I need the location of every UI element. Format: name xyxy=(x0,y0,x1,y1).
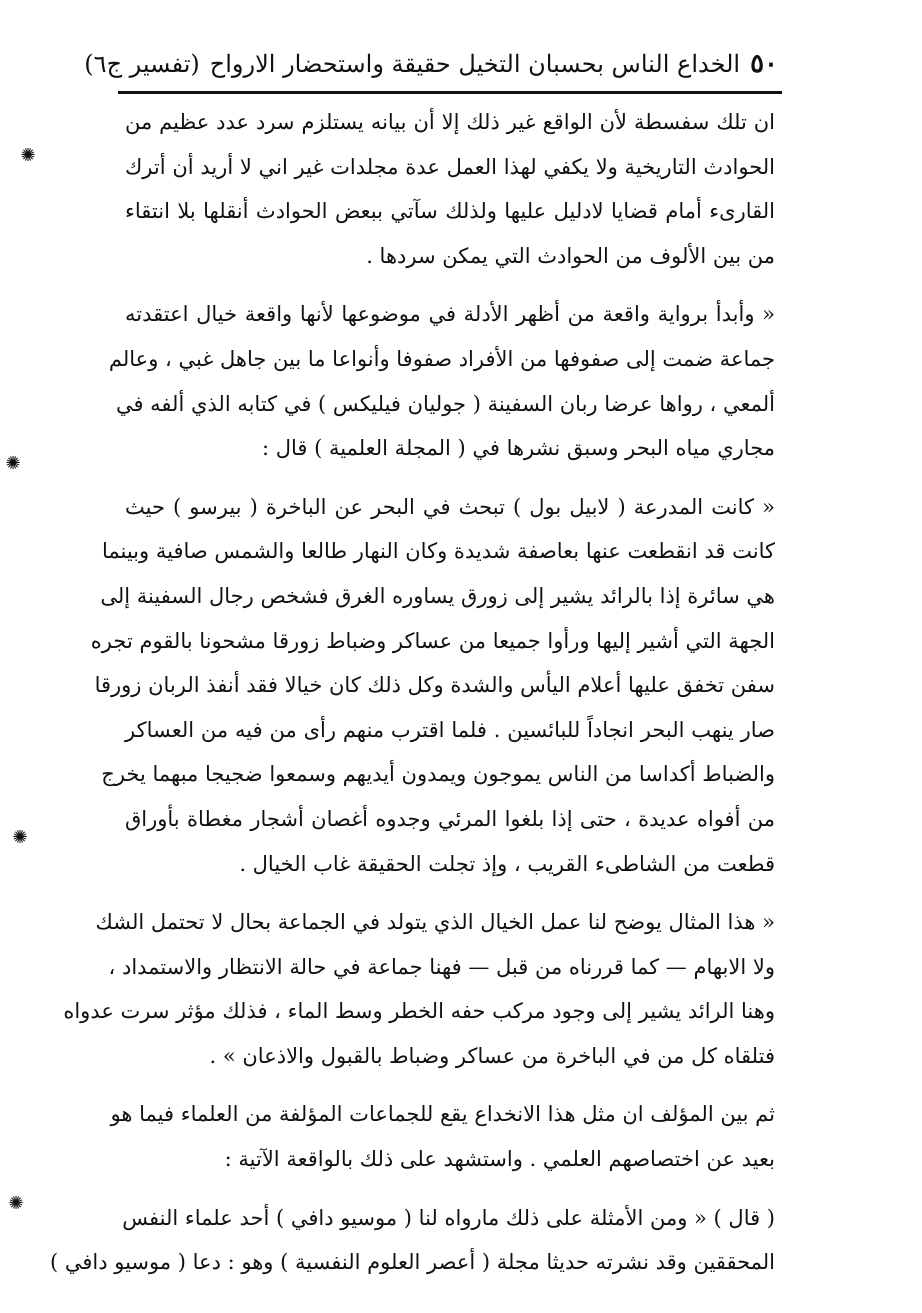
running-title: الخداع الناس بحسبان التخيل حقيقة واستحضار الارواح xyxy=(209,50,741,78)
text-line: بعيد عن اختصاصهم العلمي . واستشهد على ذلك بالواقعة الآتية : xyxy=(224,1147,775,1172)
text-line: ولا الابهام — كما قررناه من قبل — فهنا جماعة في حالة الانتظار والاستمداد ، xyxy=(108,954,775,979)
text-line: « كانت المدرعة ( لابيل بول ) تبحث في البحر عن الباخرة ( بيرسو ) حيث xyxy=(125,494,775,519)
text-line: فتلقاه كل من في الباخرة من عساكر وضباط بالقبول والاذعان » . xyxy=(209,1043,775,1068)
margin-mark-icon: ✺ xyxy=(20,145,36,166)
text-line: والضباط أكداسا من الناس يموجون ويمدون أيديهم وسمعوا ضجيجا مبهما يخرج xyxy=(101,762,775,787)
text-line: « هذا المثال يوضح لنا عمل الخيال الذي يتولد في الجماعة بحال لا تحتمل الشك xyxy=(95,910,775,935)
paragraph xyxy=(125,100,775,278)
text-line: المحققين وقد نشرته حديثا مجلة ( أعصر العلوم النفسية ) وهو : دعا ( موسيو دافي ) xyxy=(49,1250,775,1275)
page-number: ٥٠ xyxy=(750,49,778,79)
text-line: جماعة ضمت إلى صفوفها من الأفراد صفوفا وأنواعا ما بين جاهل غبي ، وعالم xyxy=(108,346,775,371)
margin-mark-icon: ✺ xyxy=(12,827,28,848)
paragraph xyxy=(108,292,775,470)
text-line: ألمعي ، رواها عرضا ربان السفينة ( جوليان فيليكس ) في كتابه الذي ألفه في xyxy=(115,391,775,416)
paragraph xyxy=(63,900,775,1078)
running-header xyxy=(84,40,778,88)
text-line: من أفواه عديدة ، حتى إذا بلغوا المرئي وجدوه أغصان أشجار مغطاة بأوراق xyxy=(125,806,775,831)
paragraph-gap xyxy=(125,1182,775,1196)
text-line: وهنا الرائد يشير إلى وجود مركب حفه الخطر وسط الماء ، فذلك مؤثر سرت عدواه xyxy=(63,999,775,1024)
text-line: من بين الألوف من الحوادث التي يمكن سردها . xyxy=(366,243,775,268)
paragraph-gap xyxy=(125,278,775,292)
paragraph-gap xyxy=(125,886,775,900)
text-line: القارىء أمام قضايا لادليل عليها ولذلك سآتي ببعض الحوادث أنقلها بلا انتقاء xyxy=(125,199,775,224)
text-line: هي سائرة إذا بالرائد يشير إلى زورق يساوره الغرق فشخص رجال السفينة إلى xyxy=(100,583,775,608)
page-body xyxy=(49,100,775,1285)
volume-label: (تفسير ج٦) xyxy=(84,50,200,78)
header-rule xyxy=(118,91,782,94)
text-line: الجهة التي أشير إليها ورأوا جميعا من عساكر وضباط زورقا مشحونا بالقوم تجره xyxy=(90,628,775,653)
paragraph xyxy=(90,485,775,886)
paragraph xyxy=(49,1196,775,1285)
text-line: سفن تخفق عليها أعلام اليأس والشدة وكل ذلك كان خيالا فقد أنفذ الربان زورقا xyxy=(94,673,775,698)
text-line: ان تلك سفسطة لأن الواقع غير ذلك إلا أن بيانه يستلزم سرد عدد عظيم من xyxy=(125,110,775,134)
paragraph xyxy=(110,1092,775,1181)
text-line: الحوادث التاريخية ولا يكفي لهذا العمل عدة مجلدات غير اني لا أريد أن أترك xyxy=(125,154,775,179)
text-line: ( قال ) « ومن الأمثلة على ذلك مارواه لنا ( موسيو دافي ) أحد علماء النفس xyxy=(122,1205,775,1230)
text-line: صار ينهب البحر انجاداً للبائسين . فلما اقترب منهم رأى من فيه من العساكر xyxy=(125,717,775,742)
paragraph-gap xyxy=(125,471,775,485)
text-line: كانت قد انقطعت عنها بعاصفة شديدة وكان النهار طالعا والشمس صافية وبينما xyxy=(101,539,775,564)
paragraph-gap xyxy=(125,1078,775,1092)
margin-mark-icon: ✺ xyxy=(8,1193,24,1214)
text-line: ثم بين المؤلف ان مثل هذا الانخداع يقع للجماعات المؤلفة من العلماء فيما هو xyxy=(110,1102,775,1127)
margin-mark-icon: ✺ xyxy=(5,453,21,474)
text-line: « وأبدأ برواية واقعة من أظهر الأدلة في موضوعها لأنها واقعة خيال اعتقدته xyxy=(125,302,775,327)
text-line: مجاري مياه البحر وسبق نشرها في ( المجلة العلمية ) قال : xyxy=(261,436,775,461)
text-line: قطعت من الشاطىء القريب ، وإذ تجلت الحقيقة غاب الخيال . xyxy=(239,851,775,876)
